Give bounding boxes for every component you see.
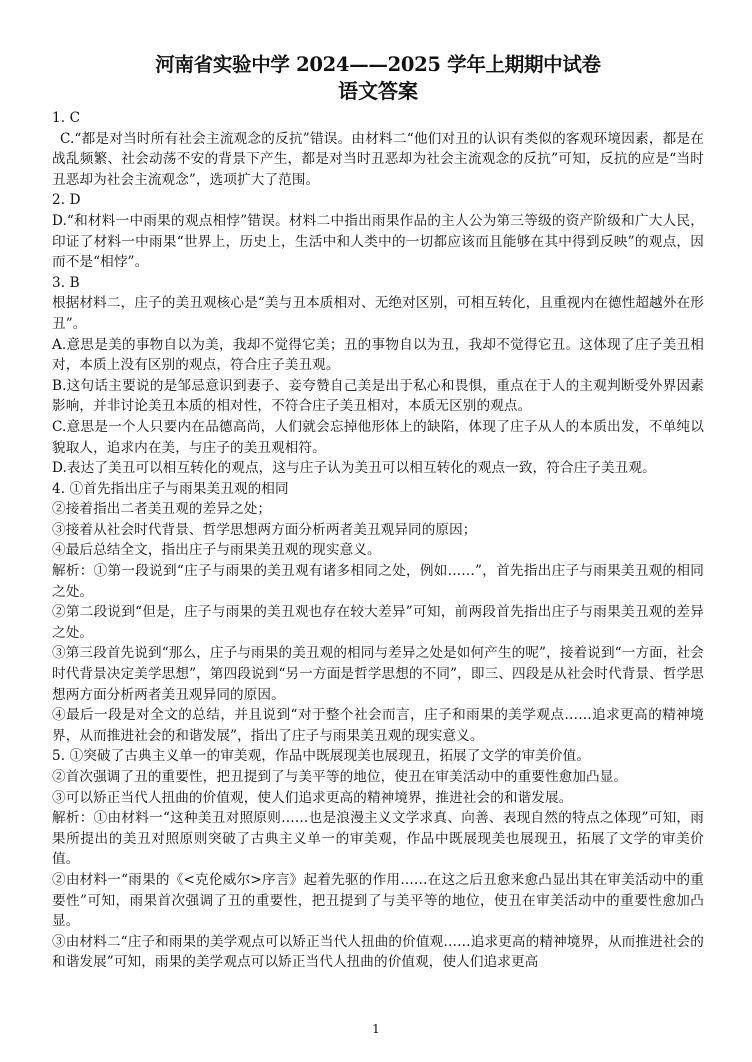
document-title: 河南省实验中学 2024——2025 学年上期期中试卷 — [155, 53, 601, 76]
answer-3-heading: 3. B — [52, 274, 80, 291]
answer-5-analysis-1: 解析：①由材料一“这种美丑对照原则……也是浪漫主义文学求真、向善、表现自然的特点之体现”可知，雨果所提出的美丑对照原则突破了古典主义单一的审美观，作品中既展现美也展现丑，拓展了文学的审美价值。 — [52, 810, 704, 868]
answer-1-heading: 1. C — [52, 110, 81, 126]
answer-3-option-c: C.意思是一个人只要内在品德高尚，人们就会忘掉他形体上的缺陷，体现了庄子从人的本质出发，不单纯以貌取人，追求内在美，与庄子的美丑观相符。 — [52, 418, 704, 456]
answer-4-analysis-4: ④最后一段是对全文的总结，并且说到“对于整个社会而言，庄子和雨果的美学观点……追求更高的精神境界，从而推进社会的和谐发展”，指出了庄子与雨果美丑观的现实意义。 — [52, 707, 704, 744]
answer-4-point-1: 4. ①首先指出庄子与雨果美丑观的相同 — [52, 480, 289, 497]
answer-2-heading: 2. D — [52, 192, 81, 209]
answer-1-explanation: C.“都是对当时所有社会主流观念的反抗”错误。由材料二“他们对丑的认识有类似的客观环境因素，都是在战乱频繁、社会动荡不安的背景下产生，都是对当时丑恶却为社会主流观念的反抗”可知，反抗的应是“当时丑恶却为社会主流观念”，选项扩大了范围。 — [52, 130, 704, 188]
answer-4-analysis-3: ③第三段首先说到“那么，庄子与雨果的美丑观的相同与差异之处是如何产生的呢”，接着说到“一方面，社会时代背景决定美学思想”，第四段说到“另一方面是哲学思想的不同”，即三、四段是从社会时代背景、哲学思想两方面分析两者美丑观异同的原因。 — [52, 645, 704, 703]
answer-3-summary: 根据材料二，庄子的美丑观核心是“美与丑本质相对、无绝对区别，可相互转化，且重视内在德性超越外在形丑”。 — [52, 295, 704, 332]
answer-4-point-2: ②接着指出二者美丑观的差异之处； — [52, 501, 272, 518]
answer-4-point-3: ③接着从社会时代背景、哲学思想两方面分析两者美丑观异同的原因； — [52, 521, 477, 538]
answer-3-option-b: B.这句话主要说的是邹忌意识到妻子、妾夸赞自己美是出于私心和畏惧，重点在于人的主观判断受外界因素影响，并非讨论美丑本质的相对性，不符合庄子美丑相对，本质无区别的观点。 — [52, 377, 704, 415]
answer-5-point-1: 5. ①突破了古典主义单一的审美观，作品中既展现美也展现丑，拓展了文学的审美价值。 — [52, 748, 590, 765]
answer-content — [52, 108, 704, 973]
answer-4-analysis-1: 解析：①第一段说到“庄子与雨果的美丑观有诸多相同之处，例如……”，首先指出庄子与雨果美丑观的相同之处。 — [52, 563, 704, 600]
answer-5-point-3: ③可以矫正当代人扭曲的价值观，使人们追求更高的精神境界，推进社会的和谐发展。 — [52, 789, 573, 806]
document-subtitle: 语文答案 — [338, 79, 418, 103]
answer-3-option-a: A.意思是美的事物自以为美，我却不觉得它美；丑的事物自以为丑，我却不觉得它丑。这体现了庄子美丑相对，本质上没有区别的观点，符合庄子美丑观。 — [52, 336, 704, 374]
answer-5-analysis-2: ②由材料一“雨果的《<克伦威尔>序言》起着先驱的作用……在这之后丑愈来愈凸显出其在审美活动中的重要性”可知，雨果首次强调了丑的重要性，把丑提到了与美平等的地位，使丑在审美活动中的重要性愈加凸显。 — [52, 871, 704, 930]
page-number: 1 — [372, 1022, 380, 1036]
answer-4-analysis-2: ②第二段说到“但是，庄子与雨果的美丑观也存在较大差异”可知，前两段首先指出庄子与雨果美丑观的差异之处。 — [52, 604, 704, 641]
answer-3-option-d: D.表达了美丑可以相互转化的观点，这与庄子认为美丑可以相互转化的观点一致，符合庄子美丑观。 — [52, 460, 656, 477]
answer-2-explanation: D.“和材料一中雨果的观点相悖”错误。材料二中指出雨果作品的主人公为第三等级的资产阶级和广大人民，印证了材料一中雨果“世界上，历史上，生活中和人类中的一切都应该而且能够在其中得到反映”的观点，因而不是“相悖”。 — [52, 212, 704, 271]
answer-5-point-2: ②首次强调了丑的重要性，把丑提到了与美平等的地位，使丑在审美活动中的重要性愈加凸显。 — [52, 769, 628, 785]
answer-5-analysis-3: ③由材料二“庄子和雨果的美学观点可以矫正当代人扭曲的价值观……追求更高的精神境界，从而推进社会的和谐发展”可知，雨果的美学观点可以矫正当代人扭曲的价值观，使人们追求更高 — [52, 933, 704, 971]
answer-4-point-4: ④最后总结全文，指出庄子与雨果美丑观的现实意义。 — [52, 542, 381, 559]
